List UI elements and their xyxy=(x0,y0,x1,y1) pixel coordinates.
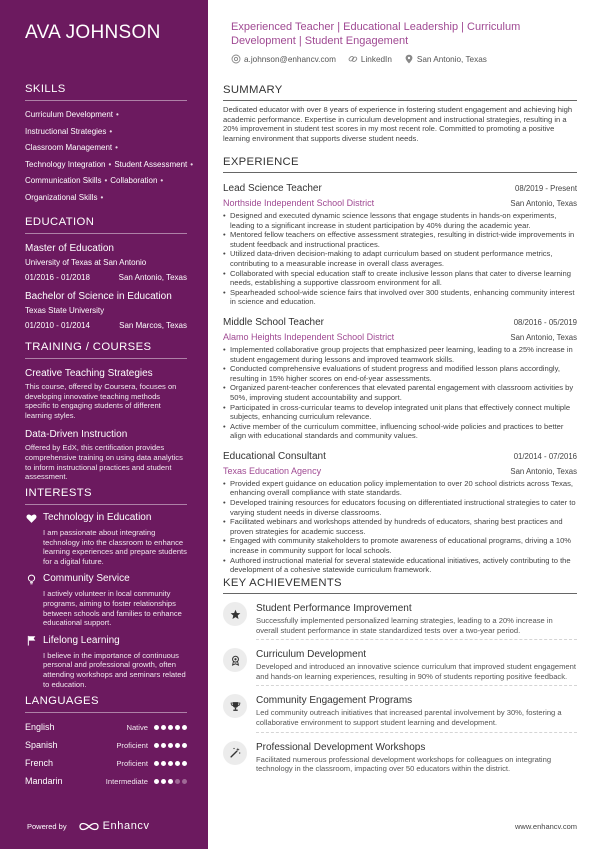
headline: Experienced Teacher | Educational Leadership | Curriculum Development | Student Engagement xyxy=(231,21,521,47)
rating-dot xyxy=(154,779,159,784)
achievement-entry xyxy=(223,602,577,640)
job-header xyxy=(223,183,577,194)
skill-item: Instructional Strategies xyxy=(25,126,107,136)
experience-list xyxy=(223,183,577,575)
skill-item: Curriculum Development xyxy=(25,110,114,119)
job-bullet: • Engaged with community stakeholders to promote awareness of educational programs, driving a 10% increase in community support for local schools. xyxy=(223,536,577,555)
interests-section xyxy=(25,487,187,689)
enhancv-brand-name: Enhancv xyxy=(102,820,150,832)
job-entry xyxy=(223,317,577,441)
contact-bar xyxy=(231,54,499,64)
education-meta xyxy=(25,321,187,330)
powered-by xyxy=(27,820,150,832)
language-rating xyxy=(154,761,187,766)
rating-dot xyxy=(161,761,166,766)
job-bullet: • Conducted comprehensive evaluations of student progress and modified lesson plans accordingly, resulting in 15% higher scores on end-of-year assessments. xyxy=(223,364,577,383)
achievement-entry xyxy=(223,694,577,732)
interest-entry xyxy=(25,511,187,566)
language-rating xyxy=(154,743,187,748)
rating-dot xyxy=(175,761,180,766)
language-row xyxy=(25,718,187,736)
language-level: Intermediate xyxy=(105,776,148,786)
award-icon xyxy=(223,648,247,672)
location-text: San Antonio, Texas xyxy=(416,54,487,64)
skill-separator-dot: • xyxy=(115,143,118,152)
language-name: Spanish xyxy=(25,740,58,750)
achievement-body xyxy=(256,694,577,732)
job-organization: Northside Independent School District xyxy=(223,198,375,208)
skill-item: Communication Skills xyxy=(25,176,102,185)
job-dates: 08/2019 - Present xyxy=(515,184,577,193)
language-row xyxy=(25,754,187,772)
training-title: Data-Driven Instruction xyxy=(25,429,128,441)
skill-separator-dot: • xyxy=(104,176,108,185)
job-organization: Alamo Heights Independent School District xyxy=(223,331,395,342)
language-rating xyxy=(154,725,187,730)
job-bullets xyxy=(223,211,577,307)
job-location: San Antonio, Texas xyxy=(510,466,577,476)
link-icon xyxy=(348,54,358,64)
achievement-title: Community Engagement Programs xyxy=(256,695,413,707)
skill-row xyxy=(25,107,187,124)
interests-list xyxy=(25,511,187,689)
skill-row xyxy=(25,190,187,207)
training-entry xyxy=(25,428,187,481)
job-bullet: • Collaborated with special education staff to create inclusive lesson plans that cater to diverse learning needs, establishing a supportive classroom environment for all. xyxy=(223,269,577,288)
interest-description: I am passionate about integrating technology into the classroom to enhance learning experiences and prepare students for a digital future. xyxy=(43,528,187,566)
rating-dot xyxy=(182,761,187,766)
interest-description: I actively volunteer in local community programs, aiming to foster relationships between schools and families to enhance educational support. xyxy=(43,589,182,628)
email-text: a.johnson@enhancv.com xyxy=(244,54,336,64)
job-title: Educational Consultant xyxy=(223,450,326,462)
skill-separator-dot: • xyxy=(108,159,112,169)
training-list xyxy=(25,367,187,482)
job-location: San Antonio, Texas xyxy=(510,199,577,208)
job-bullet: • Provided expert guidance on education policy implementation to over 20 school districts across Texas, enhancing overall compliance with state standards. xyxy=(223,479,577,498)
achievement-entry xyxy=(223,741,577,778)
job-bullet: • Participated in cross-curricular teams to develop integrated unit plans that effectively connect multiple subjects, enhancing curriculum relevance. xyxy=(223,403,577,422)
job-location: San Antonio, Texas xyxy=(510,332,577,342)
enhancv-brand[interactable] xyxy=(79,820,150,832)
map-pin-icon xyxy=(404,54,414,64)
rating-dot xyxy=(175,779,180,784)
interest-title: Technology in Education xyxy=(43,512,152,523)
rating-dot xyxy=(175,725,180,730)
job-bullet: • Developed training resources for educators focusing on differentiated instructional strategies to cater to varying student needs in diverse classrooms. xyxy=(223,498,577,517)
job-bullet: • Designed and executed dynamic science lessons that engage students in hands-on experiments, leading to a significant increase in student participation by 40% during the academic year. xyxy=(223,211,577,230)
achievement-body xyxy=(256,741,577,778)
job-dates: 08/2016 - 05/2019 xyxy=(513,317,577,327)
language-level: Native xyxy=(126,722,148,732)
rating-dot xyxy=(154,743,159,748)
education-heading: EDUCATION xyxy=(25,216,187,234)
achievements-section xyxy=(223,577,577,778)
skill-row xyxy=(25,124,187,141)
rating-dot xyxy=(168,743,173,748)
job-title: Lead Science Teacher xyxy=(223,183,322,194)
heart-icon xyxy=(25,512,37,524)
enhancv-logo-icon xyxy=(79,821,99,832)
experience-section xyxy=(223,156,577,575)
rating-dot xyxy=(182,743,187,748)
training-heading: TRAINING / COURSES xyxy=(25,341,187,359)
flag-icon xyxy=(25,635,37,647)
contact-email[interactable] xyxy=(231,54,336,64)
achievements-heading: KEY ACHIEVEMENTS xyxy=(223,577,577,594)
skills-list xyxy=(25,107,194,206)
job-subheader xyxy=(223,198,577,208)
language-row xyxy=(25,736,187,754)
rating-dot xyxy=(161,779,166,784)
rating-dot xyxy=(154,761,159,766)
education-location: San Antonio, Texas xyxy=(118,273,187,282)
job-subheader xyxy=(223,466,577,476)
language-row xyxy=(25,772,187,790)
candidate-name: AVA JOHNSON xyxy=(25,22,161,43)
job-header xyxy=(223,317,577,328)
achievement-description: Successfully implemented personalized learning strategies, leading to a 20% increase in overall student performance in state standardized tests over a two-year period. xyxy=(256,616,553,635)
job-bullet: • Mentored fellow teachers on effective assessment strategies, resulting in district-wide improvements in student feedback and instructional practices. xyxy=(223,230,577,249)
at-icon xyxy=(231,54,241,64)
training-section xyxy=(25,341,187,482)
linkedin-text: LinkedIn xyxy=(360,54,392,64)
skills-heading: SKILLS xyxy=(25,83,187,101)
languages-heading: LANGUAGES xyxy=(25,695,187,713)
skills-section xyxy=(25,83,194,206)
job-subheader xyxy=(223,332,577,342)
experience-heading: EXPERIENCE xyxy=(223,156,577,173)
language-rating xyxy=(154,779,187,784)
job-bullet: • Implemented collaborative group projects that emphasized peer learning, leading to a 25% increase in student engagement during lessons and improved teamwork skills. xyxy=(223,345,577,364)
education-meta xyxy=(25,273,187,282)
interest-header xyxy=(25,511,187,525)
achievement-description: Facilitated numerous professional development workshops for colleagues on integrating technology in the classroom, impacting over 50 educators within the district. xyxy=(256,754,552,774)
skill-row xyxy=(25,140,187,157)
training-description: Offered by EdX, this certification provides comprehensive training on using data analytics to inform instructional practices and student assessment. xyxy=(25,443,183,482)
language-name: Mandarin xyxy=(25,776,63,786)
skill-item: Collaboration xyxy=(110,176,158,185)
skill-item: Technology Integration xyxy=(25,159,106,169)
education-entry xyxy=(25,242,187,282)
achievement-body xyxy=(256,602,577,640)
training-entry xyxy=(25,367,187,420)
education-entry xyxy=(25,290,187,330)
skill-item: Student Assessment xyxy=(114,159,188,169)
job-bullets xyxy=(223,345,577,441)
achievement-body xyxy=(256,648,577,686)
language-level: Proficient xyxy=(116,740,148,750)
job-entry xyxy=(223,451,577,575)
rating-dot xyxy=(182,779,187,784)
interest-entry xyxy=(25,572,187,627)
achievement-title: Curriculum Development xyxy=(256,649,367,661)
education-dates: 01/2016 - 01/2018 xyxy=(25,273,90,282)
language-name: French xyxy=(25,758,54,768)
interest-description: I believe in the importance of continuous personal and professional growth, often attending workshops and seminars related to education. xyxy=(43,650,186,689)
interest-title: Community Service xyxy=(43,573,130,585)
job-organization: Texas Education Agency xyxy=(223,465,322,476)
rating-dot xyxy=(161,743,166,748)
skill-separator-dot: • xyxy=(116,110,119,119)
education-degree: Master of Education xyxy=(25,243,114,254)
rating-dot xyxy=(182,725,187,730)
education-list xyxy=(25,242,187,330)
rating-dot xyxy=(168,779,173,784)
education-section xyxy=(25,216,187,330)
rating-dot xyxy=(175,743,180,748)
contact-location xyxy=(404,54,487,64)
skill-separator-dot: • xyxy=(160,176,164,185)
summary-section xyxy=(223,84,577,143)
job-title: Middle School Teacher xyxy=(223,316,324,328)
job-bullet: • Utilized data-driven decision-making to adapt curriculum based on student performance metrics, contributing to a measurable increase in overall class averages. xyxy=(223,249,577,268)
languages-section xyxy=(25,695,187,790)
skill-item: Classroom Management xyxy=(25,143,113,152)
achievement-entry xyxy=(223,648,577,686)
skill-row xyxy=(25,173,187,190)
job-bullet: • Active member of the curriculum committee, influencing school-wide policies and practices to better align with educational standards and community values. xyxy=(223,422,577,441)
skill-separator-dot: • xyxy=(190,159,194,169)
interest-header xyxy=(25,572,187,586)
job-bullet: • Organized parent-teacher conferences that elevated parental engagement with classroom activities by 50%, improving student accountability and support. xyxy=(223,383,577,402)
skill-separator-dot: • xyxy=(100,192,104,202)
education-location: San Marcos, Texas xyxy=(119,321,187,330)
job-bullet: • Spearheaded school-wide science fairs that involved over 300 students, enhancing community interest in science and education. xyxy=(223,288,577,307)
rating-dot xyxy=(168,725,173,730)
magic-wand-icon xyxy=(223,741,247,765)
skill-separator-dot: • xyxy=(109,126,113,136)
languages-list xyxy=(25,718,187,790)
language-level: Proficient xyxy=(116,758,148,768)
job-header xyxy=(223,451,577,462)
achievement-title: Student Performance Improvement xyxy=(256,603,412,614)
powered-by-label: Powered by xyxy=(27,821,67,831)
star-icon xyxy=(223,602,247,626)
training-title: Creative Teaching Strategies xyxy=(25,368,153,379)
interests-heading: INTERESTS xyxy=(25,487,187,505)
education-dates: 01/2010 - 01/2014 xyxy=(25,321,90,330)
achievement-description: Led community outreach initiatives that increased parental involvement by 30%, fostering a collaborative environment to support student learning and development. xyxy=(256,708,562,727)
job-dates: 01/2014 - 07/2016 xyxy=(513,451,577,461)
summary-heading: SUMMARY xyxy=(223,84,577,101)
education-degree: Bachelor of Science in Education xyxy=(25,291,172,302)
education-school: Texas State University xyxy=(25,306,105,315)
achievements-list xyxy=(223,602,577,778)
job-bullet: • Authored instructional material for several statewide educational initiatives, actively contributing to the development of a cohesive statewide curriculum framework. xyxy=(223,556,577,575)
rating-dot xyxy=(168,761,173,766)
sidebar xyxy=(0,0,208,849)
skill-item: Organizational Skills xyxy=(25,192,98,202)
achievement-title: Professional Development Workshops xyxy=(256,741,426,753)
interest-title: Lifelong Learning xyxy=(43,634,120,646)
job-entry xyxy=(223,183,577,307)
summary-text: Dedicated educator with over 8 years of experience in fostering student engagement and achieving high academic performance. Expertise in curriculum development and instructional strategies, resulting in a 20% improvement in student test scores in my most recent role. Committed to promoting a positive learning environment that supports diverse student needs. xyxy=(223,105,573,143)
language-name: English xyxy=(25,722,55,732)
job-bullet: • Facilitated webinars and workshops attended by hundreds of educators, sharing best practices and proven strategies for academic success. xyxy=(223,517,577,536)
training-description: This course, offered by Coursera, focuses on developing innovative teaching methods specific to engaging students of different learning styles. xyxy=(25,382,177,420)
rating-dot xyxy=(154,725,159,730)
skill-row xyxy=(25,157,194,174)
website-link[interactable]: www.enhancv.com xyxy=(515,822,577,831)
job-bullets xyxy=(223,479,577,575)
trophy-icon xyxy=(223,694,247,718)
education-school: University of Texas at San Antonio xyxy=(25,258,147,267)
lightbulb-icon xyxy=(25,573,37,585)
achievement-description: Developed and introduced an innovative science curriculum that improved student engagement and hands-on learning experiences, resulting in 90% of students reporting positive feedback. xyxy=(256,662,576,681)
contact-linkedin[interactable] xyxy=(348,54,392,64)
interest-entry xyxy=(25,634,187,689)
rating-dot xyxy=(161,725,166,730)
interest-header xyxy=(25,634,187,648)
